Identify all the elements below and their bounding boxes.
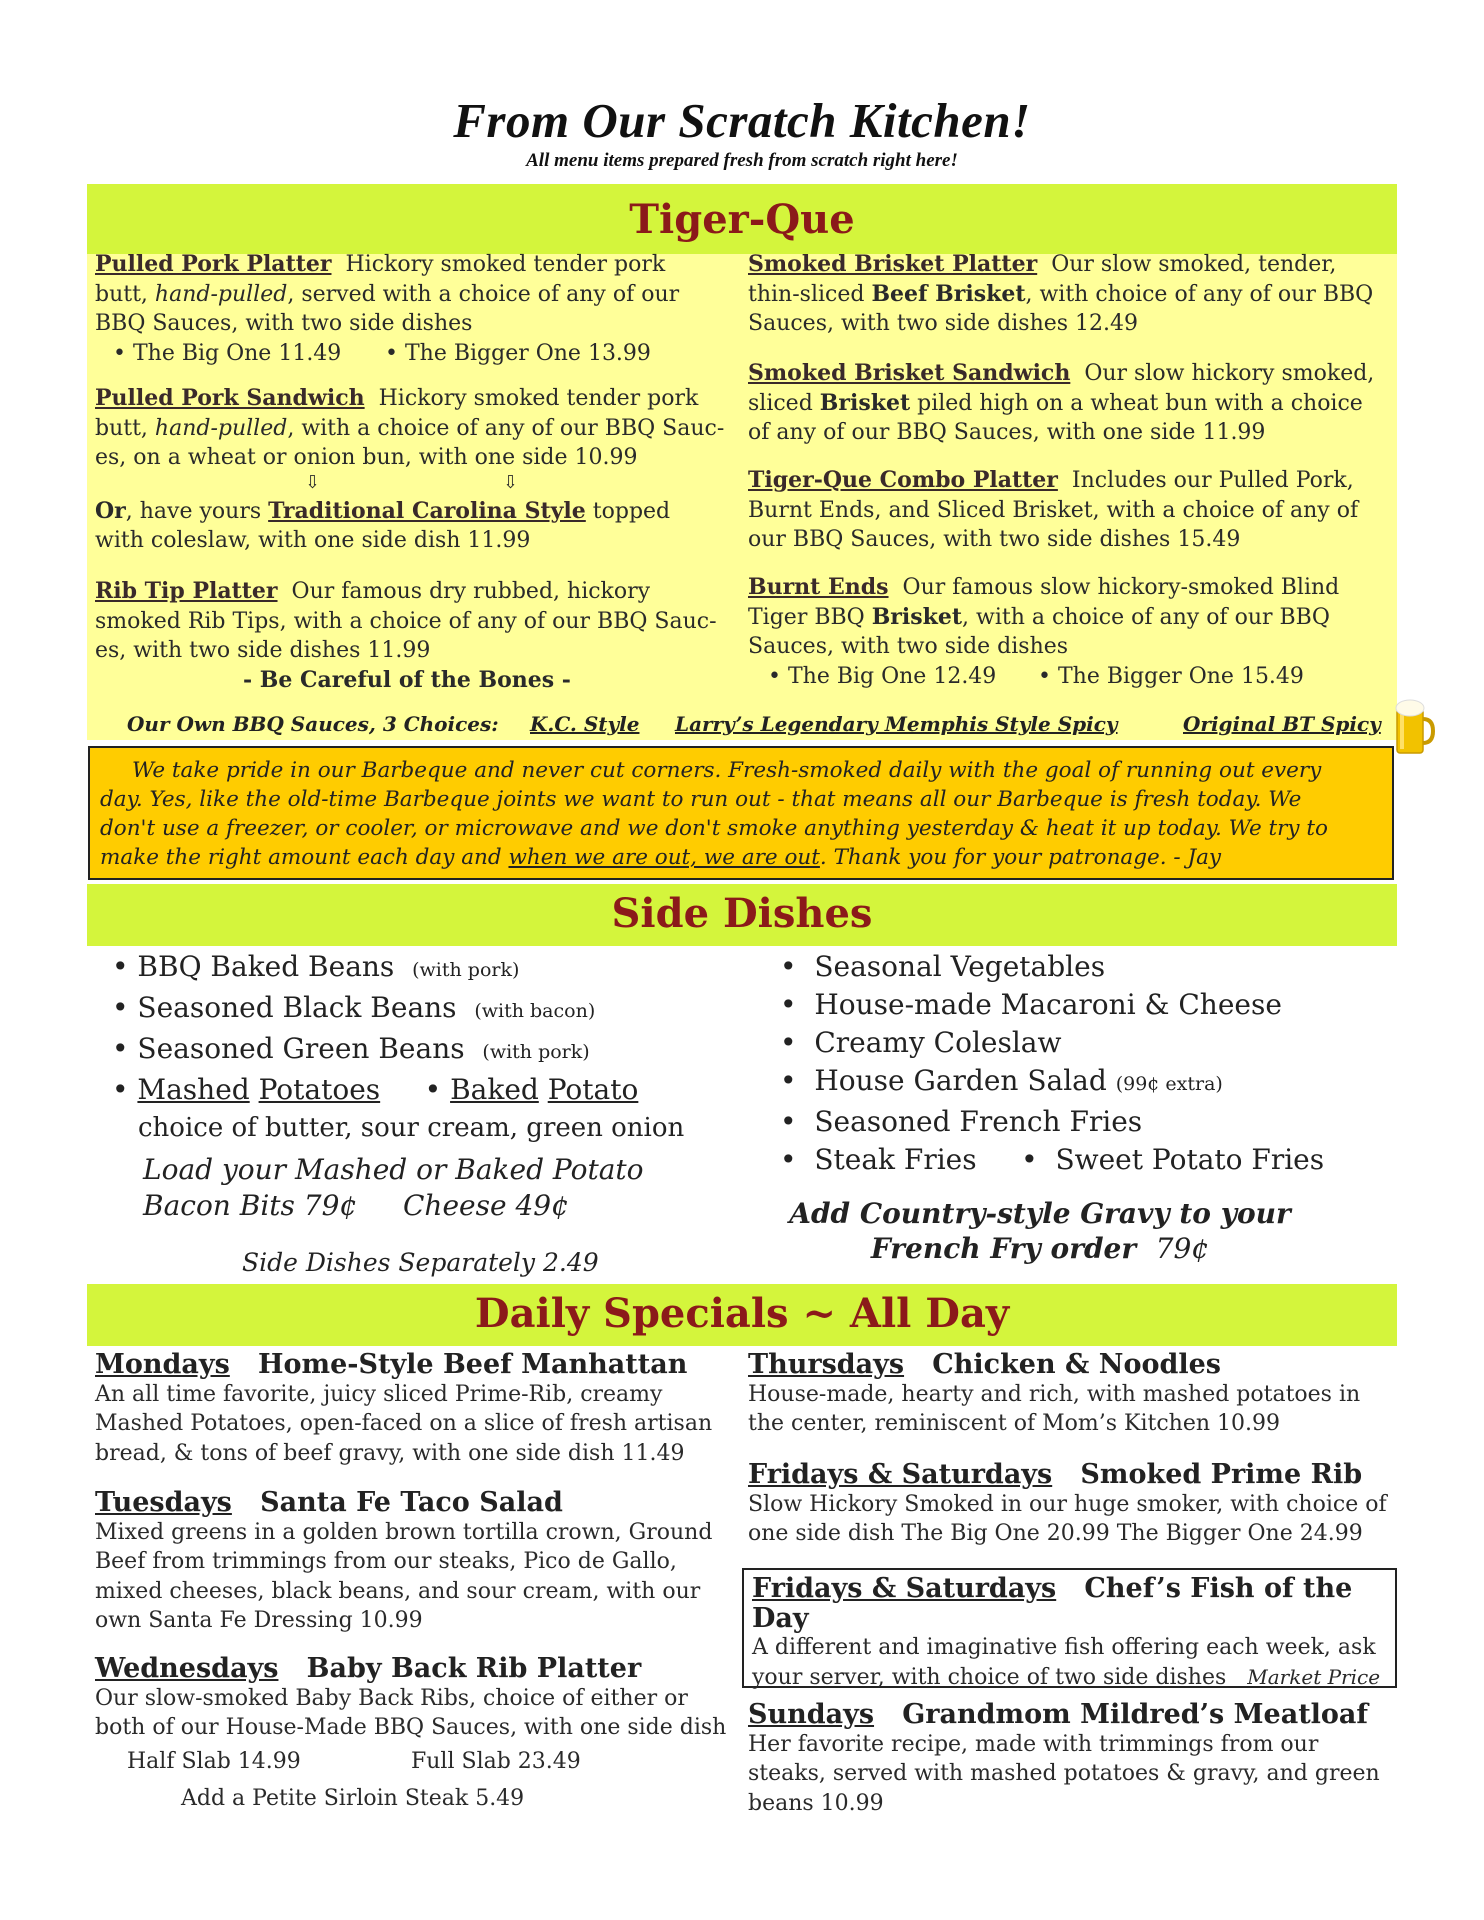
special-desc: Mashed Potatoes, open-faced on a slice of fresh artisan <box>95 1411 713 1436</box>
sirloin-addon: Add a Petite Sirloin Steak 5.49 <box>181 1785 525 1811</box>
statement-line: don't use a freezer, or cooler, or microwave and we don't smoke anything yesterday & heat it up today. We try to <box>100 816 1328 841</box>
tigerque-title: Tiger-Que <box>629 196 855 243</box>
special-desc: the center, reminiscent of Mom’s Kitchen 10.99 <box>748 1411 1281 1436</box>
list-item: • Seasoned Black Beans (with bacon) <box>112 991 596 1024</box>
item-desc: hand-pulled <box>154 281 288 307</box>
statement-line: make the right amount each day and <box>100 845 509 870</box>
gravy-text: French Fry order <box>870 1232 1137 1265</box>
slab-option: Half Slab 14.99 <box>127 1748 301 1774</box>
item-name: Traditional Carolina Style <box>268 497 586 524</box>
careful-note: - Be Careful of the Bones - <box>243 666 571 693</box>
gravy-text: Add Country-style Gravy to your <box>789 1197 1291 1230</box>
burnt-ends <box>748 573 1388 691</box>
list-item: • House-made Macaroni & Cheese <box>780 988 1282 1021</box>
side-name: Sweet Potato Fries <box>1055 1143 1325 1176</box>
sides-separately: Side Dishes Separately 2.49 <box>242 1248 599 1277</box>
item-desc: , with a choice of any of our BBQ <box>962 604 1330 630</box>
special-dish: Home-Style Beef Manhattan <box>258 1349 688 1380</box>
special-desc: House-made, hearty and rich, with mashed potatoes in <box>748 1381 1361 1407</box>
special-dish: Smoked Prime Rib <box>1080 1459 1363 1490</box>
list-item: • House Garden Salad (99¢ extra) <box>780 1064 1223 1097</box>
item-desc: Our famous slow hickory-smoked Blind <box>902 575 1340 600</box>
item-desc: es, on a wheat or onion bun, with one side 10.99 <box>95 445 638 470</box>
special-desc: beans 10.99 <box>748 1790 884 1816</box>
special-friday-fish <box>742 1568 1397 1688</box>
special-day: Thursdays <box>748 1349 905 1380</box>
special-desc: Slow Hickory Smoked in our huge smoker, with choice of <box>748 1491 1387 1517</box>
item-desc: Sauces, with two side dishes <box>748 634 1069 659</box>
item-name: Smoked Brisket Platter <box>748 251 1038 277</box>
list-item: • BBQ Baked Beans (with pork) <box>112 950 520 983</box>
smoked-brisket-platter <box>748 250 1388 339</box>
specials-title: Daily Specials ~ All Day <box>474 1290 1010 1337</box>
special-day: Mondays <box>95 1349 230 1380</box>
side-name: Steak Fries <box>814 1143 977 1176</box>
item-desc: Hickory smoked tender pork <box>345 252 666 277</box>
item-desc: of any of our BBQ Sauces, with one side 11.99 <box>748 420 1266 445</box>
side-name: Creamy Coleslaw <box>814 1026 1062 1059</box>
item-name: Burnt Ends <box>748 574 889 600</box>
load-title: Load your Mashed or Baked Potato <box>143 1153 644 1186</box>
item-desc: Includes our Pulled Pork, <box>1071 468 1354 493</box>
side-name: Seasoned French Fries <box>814 1105 1143 1138</box>
load-option: Cheese 49¢ <box>403 1189 569 1222</box>
sides-title: Side Dishes <box>611 890 873 937</box>
special-desc: both of our House-Made BBQ Sauces, with one side dish <box>95 1715 727 1740</box>
item-desc: topped <box>585 498 671 524</box>
down-arrow-icon: ⇩ <box>305 471 321 493</box>
special-price: Market Price <box>1247 1664 1381 1689</box>
item-desc: Brisket <box>871 603 963 630</box>
item-desc: Brisket <box>819 389 911 416</box>
item-desc: smoked Rib Tips, with a choice of any of our BBQ Sauc- <box>95 608 717 634</box>
list-item: • Steak Fries • Sweet Potato Fries <box>780 1143 1325 1176</box>
slab-option: Full Slab 23.49 <box>411 1748 581 1774</box>
special-dish: Chef’s Fish of the Day <box>752 1573 1353 1634</box>
item-desc: with coleslaw, with one side dish 11.99 <box>95 528 531 553</box>
item-desc: , with a choice of any of our BBQ Sauc- <box>287 415 725 441</box>
item-desc: BBQ Sauces, with two side dishes <box>95 311 473 336</box>
item-desc: our BBQ Sauces, with two side dishes 15.49 <box>748 527 1241 552</box>
sides-band <box>87 884 1397 946</box>
item-desc: piled high on a wheat bun with a choice <box>910 390 1363 416</box>
item-desc: Our slow hickory smoked, <box>1084 361 1375 386</box>
size-option: • The Bigger One 13.99 <box>385 340 651 366</box>
list-item: • Seasonal Vegetables <box>780 950 1106 983</box>
statement-line: . Thank you for your patronage. - Jay <box>819 845 1222 870</box>
item-desc: hand-pulled <box>154 415 288 441</box>
special-dish: Grandmom Mildred’s Meatloaf <box>902 1699 1369 1730</box>
list-item: • Creamy Coleslaw <box>780 1026 1062 1059</box>
size-option: • The Big One 11.49 <box>113 340 342 366</box>
special-desc: An all time favorite, juicy sliced Prime-Rib, creamy <box>95 1381 663 1407</box>
side-note: (with pork) <box>412 959 520 981</box>
side-name: Seasonal Vegetables <box>814 950 1106 983</box>
pulled-pork-sandwich <box>95 384 735 556</box>
item-desc: Burnt Ends, and Sliced Brisket, with a choice of any of <box>748 497 1359 523</box>
special-desc: one side dish The Big One 20.99 The Bigger One 24.99 <box>748 1521 1363 1546</box>
side-name: Seasoned Black Beans <box>137 991 457 1024</box>
special-dish: Chicken & Noodles <box>932 1349 1221 1380</box>
special-desc: Beef from trimmings from our steaks, Pico de Gallo, <box>95 1549 677 1574</box>
special-day: Fridays & Saturdays <box>752 1573 1057 1604</box>
special-day: Tuesdays <box>95 1487 232 1518</box>
special-day: Sundays <box>748 1699 875 1730</box>
sauce-option: K.C. Style <box>530 712 640 736</box>
beer-mug-icon <box>1395 697 1435 755</box>
size-option: • The Big One 12.49 <box>768 663 997 689</box>
sauce-option: Larry’s Legendary Memphis Style Spicy <box>675 712 1118 736</box>
gravy-addon <box>770 1196 1310 1266</box>
potato-choice: choice of butter, sour cream, green onion <box>138 1113 685 1143</box>
tigerque-band <box>87 184 1397 256</box>
load-option: Bacon Bits 79¢ <box>143 1189 358 1222</box>
special-day: Fridays & Saturdays <box>748 1459 1053 1490</box>
item-desc: Hickory smoked tender pork <box>378 386 699 411</box>
special-desc: own Santa Fe Dressing 10.99 <box>95 1608 423 1633</box>
statement-line: We take pride in our Barbeque and never cut corners. Fresh-smoked daily with the goal of running out every <box>132 758 1322 783</box>
tigerque-combo-platter <box>748 466 1388 555</box>
item-desc: Tiger BBQ <box>748 604 872 630</box>
item-desc: , have yours <box>125 498 269 524</box>
sides-right-list <box>780 948 1400 1179</box>
statement-line: day. Yes, like the old-time Barbeque joints we want to run out - that means all our Barbeque is fresh today. We <box>100 787 1302 812</box>
special-friday-prime-rib <box>748 1460 1398 1549</box>
list-item: • Mashed Potatoes • Baked Potato <box>112 1073 639 1106</box>
item-desc: , with choice of any of our BBQ <box>1025 281 1374 307</box>
item-desc: butt, <box>95 281 155 307</box>
statement-emphasis: when we are out, we are out <box>508 845 820 870</box>
side-name: Baked <box>450 1073 539 1106</box>
sauces-label: Our Own BBQ Sauces, 3 Choices: <box>127 712 499 736</box>
special-day: Wednesdays <box>95 1653 279 1684</box>
down-arrow-icon: ⇩ <box>503 471 519 493</box>
special-desc: Her favorite recipe, made with trimmings from our <box>748 1731 1319 1757</box>
item-name: Pulled Pork Sandwich <box>95 385 365 411</box>
item-desc: es, with two side dishes 11.99 <box>95 638 431 663</box>
side-note: (with bacon) <box>474 1000 596 1022</box>
item-name: Rib Tip Platter <box>95 578 278 604</box>
side-note: (99¢ extra) <box>1115 1073 1223 1095</box>
special-sunday <box>748 1700 1398 1818</box>
special-desc: Our slow-smoked Baby Back Ribs, choice of either or <box>95 1685 688 1711</box>
pulled-pork-platter <box>95 250 735 368</box>
special-monday <box>95 1350 735 1468</box>
item-desc: butt, <box>95 415 155 441</box>
item-desc: Our slow smoked, tender, <box>1051 252 1337 277</box>
item-name: Smoked Brisket Sandwich <box>748 360 1071 386</box>
list-item: • Seasoned French Fries <box>780 1105 1143 1138</box>
item-desc: Or <box>95 497 126 524</box>
size-option: • The Bigger One 15.49 <box>1038 663 1304 689</box>
special-desc: mixed cheeses, black beans, and sour cream, with our <box>95 1578 701 1604</box>
side-name: House-made Macaroni & Cheese <box>814 988 1282 1021</box>
side-note: (with pork) <box>482 1041 590 1063</box>
special-desc: A different and imaginative fish offering each week, ask <box>752 1635 1376 1660</box>
item-desc: thin-sliced <box>748 281 872 307</box>
side-name: BBQ Baked Beans <box>137 950 395 983</box>
list-item: • Seasoned Green Beans (with pork) <box>112 1032 590 1065</box>
specials-band <box>87 1284 1397 1346</box>
special-desc: bread, & tons of beef gravy, with one side dish 11.49 <box>95 1440 685 1466</box>
item-desc: Beef Brisket <box>871 280 1026 307</box>
special-tuesday <box>95 1488 735 1636</box>
item-desc: sliced <box>748 390 820 416</box>
item-desc: Sauces, with two side dishes 12.49 <box>748 311 1139 336</box>
side-name: House Garden Salad <box>814 1064 1107 1097</box>
item-desc: , served with a choice of any of our <box>287 281 680 307</box>
item-name: Tiger-Que Combo Platter <box>748 467 1058 493</box>
special-wednesday <box>95 1654 745 1817</box>
special-desc: your server, with choice of two side dishes <box>752 1664 1227 1690</box>
pride-statement <box>88 746 1394 880</box>
special-dish: Baby Back Rib Platter <box>306 1653 642 1684</box>
special-desc: steaks, served with mashed potatoes & gravy, and green <box>748 1761 1380 1786</box>
item-desc: Our famous dry rubbed, hickory <box>291 579 651 604</box>
side-name: Potato <box>547 1073 639 1106</box>
page-title: From Our Scratch Kitchen! <box>453 93 1031 148</box>
special-dish: Santa Fe Taco Salad <box>260 1487 563 1518</box>
gravy-price: 79¢ <box>1155 1232 1210 1265</box>
side-name: Mashed <box>137 1073 250 1106</box>
side-name: Seasoned Green Beans <box>137 1032 465 1065</box>
sauce-option: Original BT Spicy <box>1183 712 1381 736</box>
special-thursday <box>748 1350 1398 1439</box>
rib-tip-platter <box>95 577 735 695</box>
special-desc: Mixed greens in a golden brown tortilla crown, Ground <box>95 1519 713 1545</box>
smoked-brisket-sandwich <box>748 359 1388 448</box>
sides-left-list <box>112 948 752 1147</box>
load-potato <box>143 1152 743 1224</box>
side-name: Potatoes <box>258 1073 381 1106</box>
page-subtitle: All menu items prepared fresh from scratch right here! <box>526 150 958 171</box>
item-name: Pulled Pork Platter <box>95 251 332 277</box>
